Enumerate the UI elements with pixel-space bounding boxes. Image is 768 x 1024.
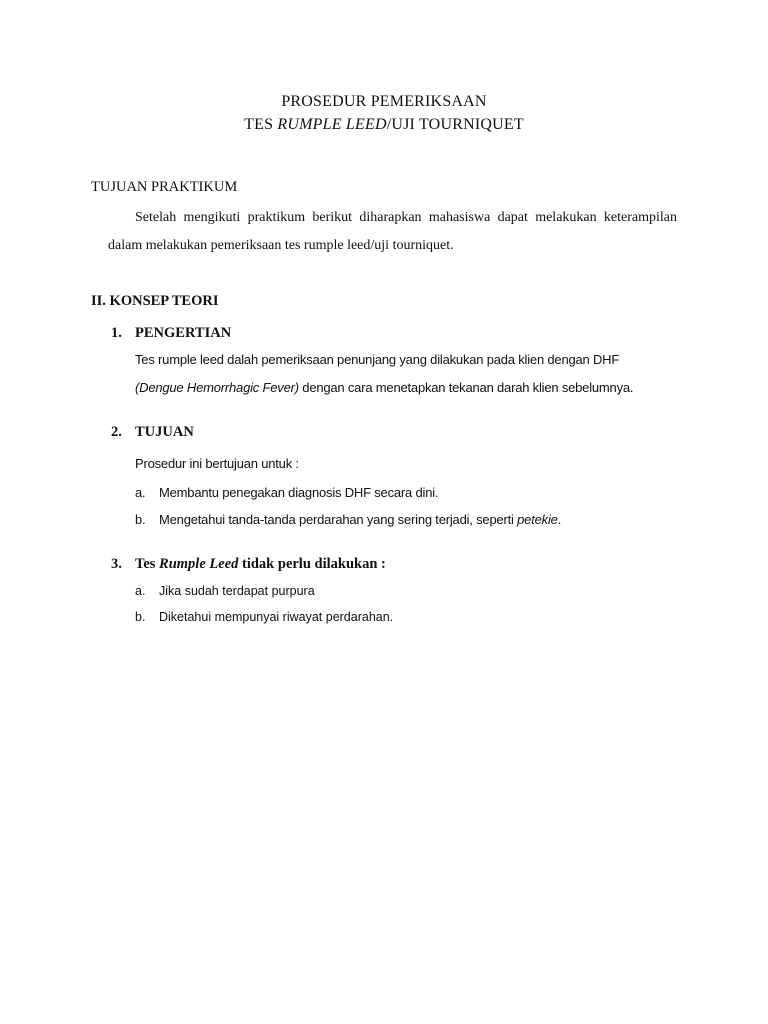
list-item-suffix: .: [557, 512, 562, 527]
title-suffix: /UJI TOURNIQUET: [386, 116, 524, 133]
list-marker: b.: [135, 512, 146, 527]
subsection-title-suffix: tidak perlu dilakukan :: [238, 556, 386, 572]
subsection-title: TUJUAN: [135, 424, 194, 440]
list-item-text: Membantu penegakan diagnosis DHF secara dini.: [159, 485, 439, 500]
document-title-line2: [0, 116, 768, 134]
list-item-text: Jika sudah terdapat purpura: [159, 584, 315, 598]
subsection-heading-tidak-perlu: [111, 556, 386, 573]
list-item-text: Mengetahui tanda-tanda perdarahan yang sering terjadi, seperti: [159, 512, 518, 527]
subsection-heading-tujuan: [111, 424, 194, 441]
list-item-text: Diketahui mempunyai riwayat perdarahan.: [159, 610, 394, 624]
tujuan-praktikum-paragraph: Setelah mengikuti praktikum berikut diharapkan mahasiswa dapat melakukan keterampilan dalam melakukan pemeriksaan tes rumple leed/uji tourniquet.: [108, 210, 677, 253]
list-item: [135, 610, 393, 624]
list-marker: b.: [135, 610, 146, 624]
subsection-title-prefix: Tes: [135, 556, 160, 572]
subsection-number: 3.: [111, 556, 122, 572]
list-item: [135, 485, 438, 500]
subsection-title-italic: Rumple Leed: [159, 556, 239, 572]
section-heading-konsep-teori: II. KONSEP TEORI: [91, 293, 219, 309]
subsection-heading-pengertian: [111, 325, 231, 342]
title-italic: RUMPLE LEED: [277, 116, 387, 133]
document-title-line1: PROSEDUR PEMERIKSAAN: [281, 93, 487, 110]
pengertian-line2: [135, 374, 633, 402]
pengertian-rest: dengan cara menetapkan tekanan darah klien sebelumnya.: [298, 380, 634, 395]
list-item-italic: petekie: [517, 512, 558, 527]
tujuan-intro: Prosedur ini bertujuan untuk :: [135, 456, 299, 471]
subsection-title: PENGERTIAN: [135, 325, 232, 341]
pengertian-italic: (Dengue Hemorrhagic Fever): [135, 380, 299, 395]
list-item: [135, 584, 315, 598]
pengertian-line1: Tes rumple leed dalah pemeriksaan penunjang yang dilakukan pada klien dengan DHF: [135, 352, 620, 367]
title-prefix: TES: [244, 116, 278, 133]
subsection-number: 1.: [111, 325, 122, 341]
list-marker: a.: [135, 485, 146, 500]
list-item: [135, 512, 561, 527]
list-marker: a.: [135, 584, 146, 598]
subsection-number: 2.: [111, 424, 122, 440]
section-heading-tujuan-praktikum: TUJUAN PRAKTIKUM: [91, 179, 238, 195]
